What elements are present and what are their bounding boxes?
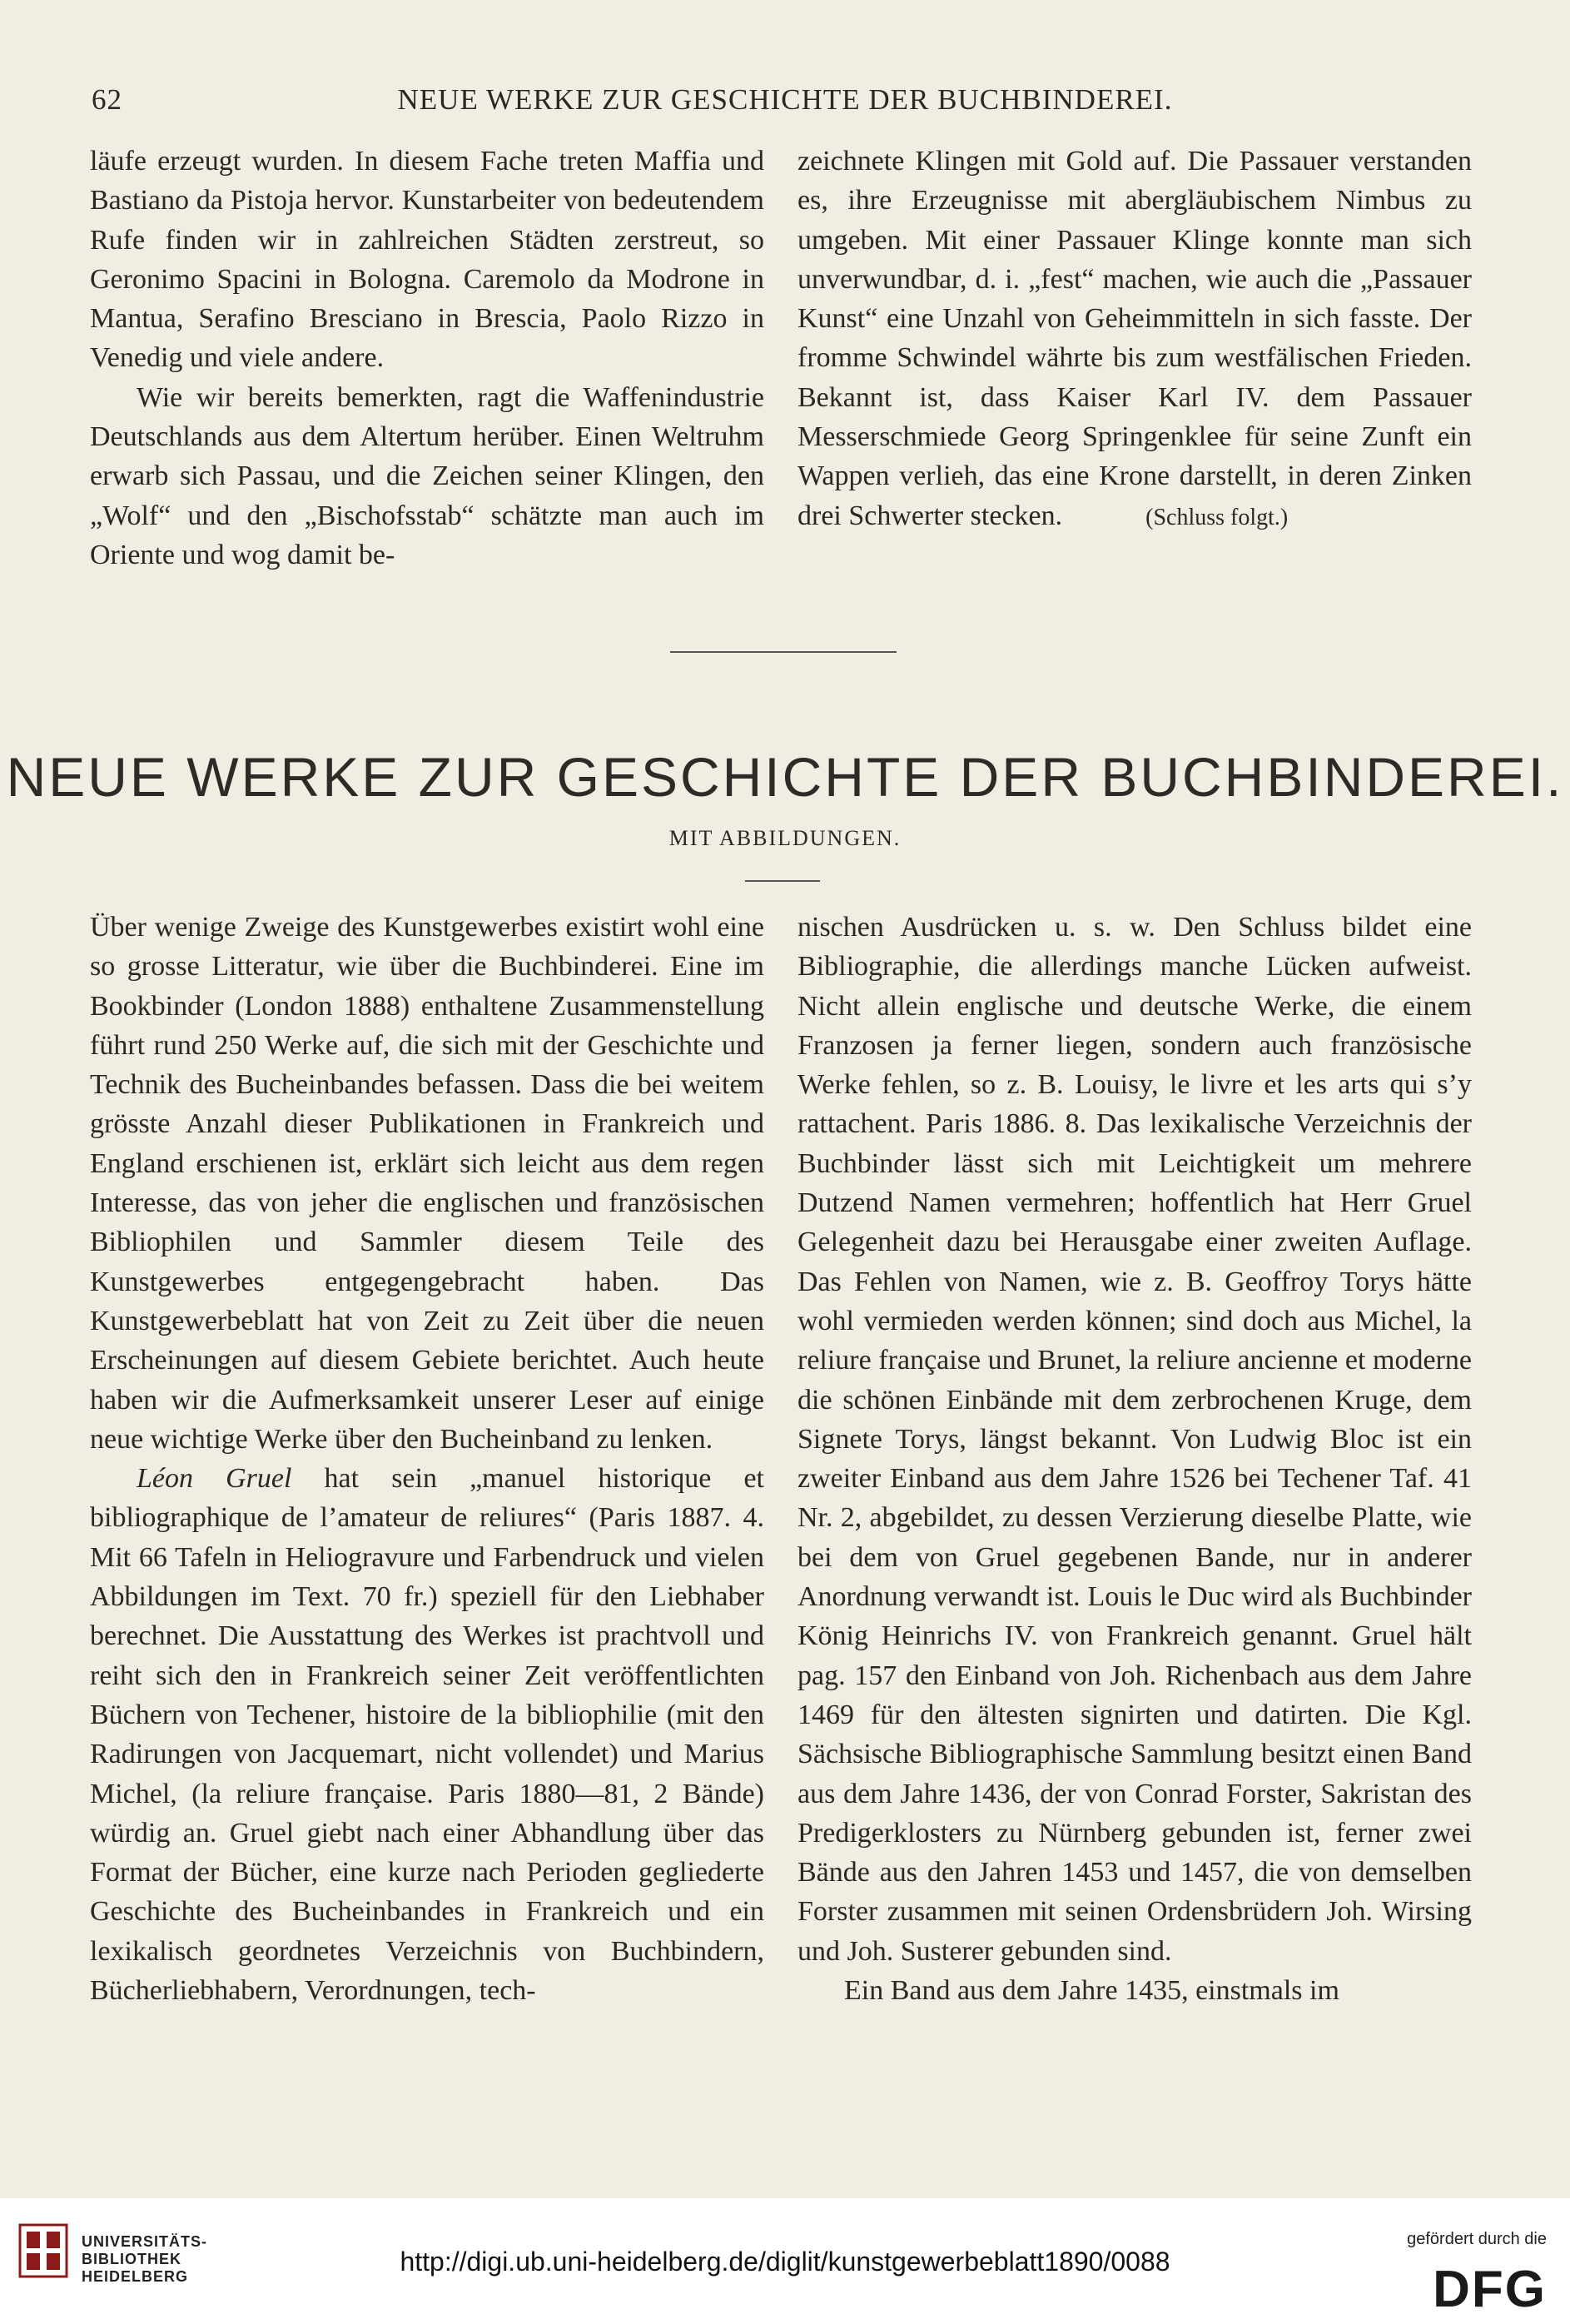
digitization-footer: [0, 2198, 1570, 2324]
article-title: NEUE WERKE ZUR GESCHICHTE DER BUCHBINDEREI.: [6, 746, 1564, 808]
paragraph: [797, 142, 1472, 537]
article-left-column: [90, 908, 764, 2010]
previous-article-left-column: [90, 142, 764, 575]
paragraph: Ein Band aus dem Jahre 1435, einstmals im: [844, 1975, 1339, 2007]
section-divider: [670, 651, 897, 653]
paragraph: nischen Ausdrücken u. s. w. Den Schluss bildet eine Bibliographie, die allerdings manche Lücken aufweist. Nicht allein englische und deutsche Werke, die einem Franzosen ja ferner liegen, sondern auch französische Werke fehlen, so z. B. Louisy, le livre et les arts qui s’y rattachent. Paris 1886. 8. Das lexikalische Verzeichnis der Buchbinder lässt sich mit Leichtigkeit um mehrere Dutzend Namen vermehren; hoffentlich hat Herr Gruel Gelegenheit dazu bei Herausgabe einer zweiten Auflage. Das Fehlen von Namen, wie z. B. Geoffroy Torys hätte wohl vermieden werden können; sind doch aus Michel, la reliure française und Brunet, la reliure ancienne et moderne die schönen Einbände mit dem zerbrochenen Kruge, dem Signete Torys, längst bekannt. Von Ludwig Bloc ist ein zweiter Einband aus dem Jahre 1526 bei Techener Taf. 41 Nr. 2, abgebildet, zu dessen Verzierung dieselbe Platte, wie bei dem von Gruel gegebenen Bande, nur in anderer Anordnung verwandt ist. Louis le Duc wird als Buchbinder König Heinrichs IV. von Frankreich genannt. Gruel hält pag. 157 den Einband von Joh. Richenbach aus dem Jahre 1469 für den ältesten signirten und datirten. Die Kgl. Sächsische Bibliographische Sammlung besitzt einen Band aus dem Jahre 1436, der von Conrad Forster, Sakristan des Predigerklosters zu Nürnberg gebunden ist, ferner zwei Bände aus den Jahren 1453 und 1457, die von demselben Forster zusammen mit seinen Ordensbrüdern Joh. Wirsing und Joh. Susterer gebunden sind.: [797, 912, 1472, 1967]
paragraph: Wie wir bereits bemerkten, ragt die Waffenindustrie Deutschlands aus dem Altertum herüber. Einen Weltruhm erwarb sich Passau, und die Zeichen seiner Klingen, den „Wolf“ und den „Bischofsstab“ schätzte man auch im Oriente und wog damit be-: [90, 381, 764, 570]
continued-note: (Schluss folgt.): [1145, 504, 1289, 530]
library-name-line: HEIDELBERG: [82, 2268, 189, 2285]
author-name: Léon Gruel: [137, 1463, 292, 1495]
paragraph: Über wenige Zweige des Kunstgewerbes existirt wohl eine so grosse Litteratur, wie über die Buchbinderei. Eine im Bookbinder (London 1888) enthaltene Zusammenstellung führt rund 250 Werke auf, die sich mit der Geschichte und Technik des Bucheinbandes befassen. Dass die bei weitem grösste Anzahl dieser Publikationen in Frankreich und England erschienen ist, erklärt sich leicht aus dem regen Interesse, das von jeher die englischen und französischen Bibliophilen und Sammler diesem Teile des Kunstgewerbes entgegengebracht haben. Das Kunstgewerbeblatt hat von Zeit zu Zeit über die neuen Erscheinungen auf diesem Gebiete berichtet. Auch heute haben wir die Aufmerksamkeit unserer Leser auf einige neue wichtige Werke über den Bucheinband zu lenken.: [90, 912, 764, 1455]
running-head: [92, 83, 1478, 125]
article-right-column: [797, 908, 1472, 2010]
paragraph: [90, 1459, 764, 2010]
running-title: NEUE WERKE ZUR GESCHICHTE DER BUCHBINDEREI.: [397, 83, 1173, 116]
article-subtitle: MIT ABBILDUNGEN.: [668, 826, 902, 850]
library-name-line: BIBLIOTHEK: [82, 2251, 181, 2267]
funded-by-label: gefördert durch die: [1407, 2230, 1547, 2248]
source-url-link[interactable]: http://digi.ub.uni-heidelberg.de/diglit/kunstgewerbeblatt1890/0088: [400, 2247, 1170, 2277]
paragraph: läufe erzeugt wurden. In diesem Fache treten Maffia und Bastiano da Pistoja hervor. Kunstarbeiter von bedeutendem Rufe finden wir in zahlreichen Städten zerstreut, so Geronimo Spacini in Bologna. Caremolo da Modrone in Mantua, Serafino Bresciano in Brescia, Paolo Rizzo in Venedig und viele andere.: [90, 146, 764, 374]
dfg-logo: DFG: [1433, 2261, 1547, 2318]
library-name-line: UNIVERSITÄTS-: [82, 2233, 208, 2250]
page-number: 62: [92, 83, 122, 116]
paragraph-text: zeichnete Klingen mit Gold auf. Die Passauer verstanden es, ihre Erzeugnisse mit abergläubischem Nimbus zu umgeben. Mit einer Passauer Klinge konnte man sich unverwundbar, d. i. „fest“ machen, wie auch die „Passauer Kunst“ eine Unzahl von Geheimmitteln in sich fasste. Der fromme Schwindel währte bis zum westfälischen Frieden. Bekannt ist, dass Kaiser Karl IV. dem Passauer Messerschmiede Georg Springenklee für seine Zunft ein Wappen verlieh, das eine Krone darstellt, in deren Zinken drei Schwerter stecken.: [797, 146, 1472, 531]
previous-article-right-column: [797, 142, 1472, 537]
paragraph-text: hat sein „manuel historique et bibliographique de l’amateur de reliures“ (Paris 1887. 4. Mit 66 Tafeln in Heliogravure und Farbendruck und vielen Abbildungen im Text. 70 fr.) speziell für den Liebhaber berechnet. Die Ausstattung des Werkes ist prachtvoll und reiht sich den in Frankreich seiner Zeit veröffentlichten Büchern von Techener, histoire de la bibliophilie (mit den Radirungen von Jacquemart, nicht vollendet) und Marius Michel, (la reliure française. Paris 1880—81, 2 Bände) würdig an. Gruel giebt nach einer Abhandlung über das Format der Bücher, eine kurze nach Perioden gegliederte Geschichte des Bucheinbandes in Frankreich und ein lexikalisch geordnetes Verzeichnis von Buchbindern, Bücherliebhabern, Verordnungen, tech-: [90, 1463, 764, 2007]
title-divider: [745, 880, 820, 882]
